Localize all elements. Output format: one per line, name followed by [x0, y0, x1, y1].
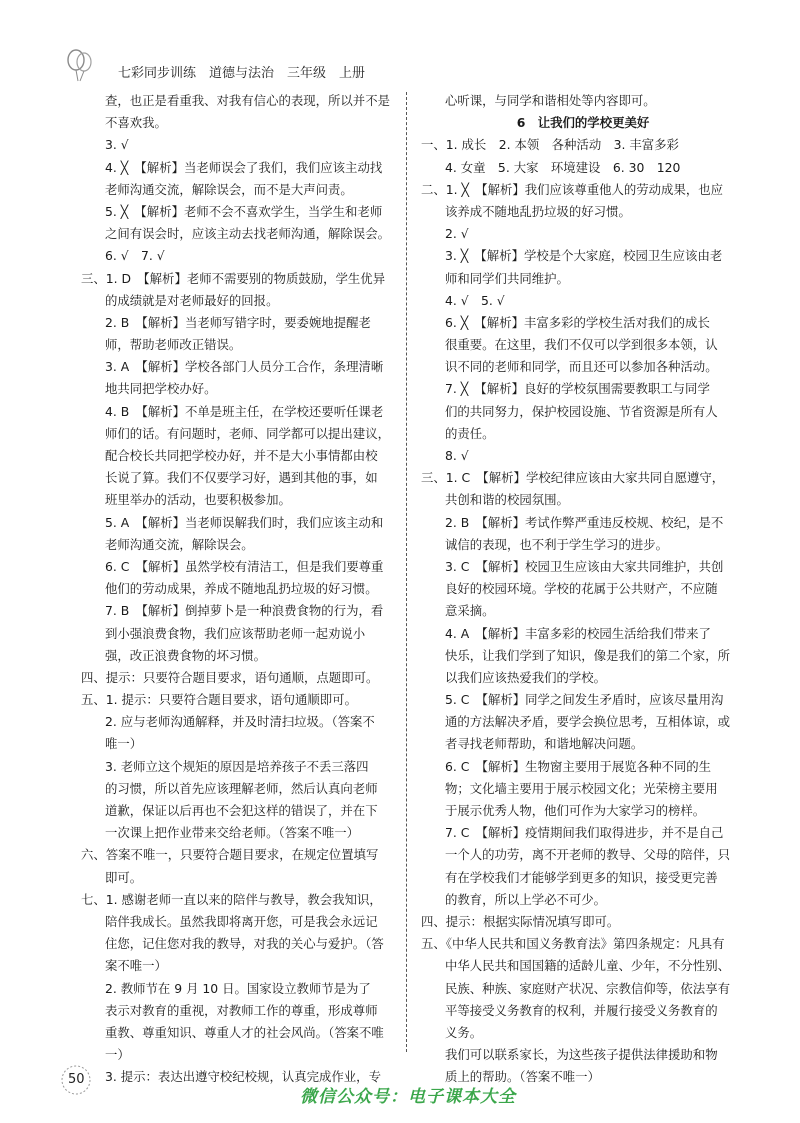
left-line: 地共同把学校办好。: [105, 381, 217, 397]
right-line: 通的方法解决矛盾，要学会换位思考，互相体谅，或: [445, 714, 730, 730]
left-line: 住您，记住您对我的教导，对我的关心与爱护。（答: [105, 936, 384, 952]
right-line: 7. C 【解析】疫情期间我们取得进步，并不是自己: [445, 825, 724, 841]
left-line: 7. B 【解析】倒掉萝卜是一种浪费食物的行为，看: [105, 603, 384, 619]
right-line: 3. C 【解析】校园卫生应该由大家共同维护，共创: [445, 558, 724, 574]
left-line: 四、提示：只要符合题目要求，语句通顺，点题即可。: [81, 669, 379, 685]
right-line: 师和同学们共同维护。: [445, 270, 569, 286]
right-line: 质上的帮助。（答案不唯一）: [445, 1069, 600, 1085]
left-line: 三、1. D 【解析】老师不需要别的物质鼓励，学生优异: [81, 270, 386, 286]
left-line: 不喜欢我。: [105, 115, 167, 131]
left-line: 的成绩就是对老师最好的回报。: [105, 292, 279, 308]
right-line: 3. ╳ 【解析】学校是个大家庭，校园卫生应该由老: [445, 248, 723, 264]
right-line: 5. C 【解析】同学之间发生矛盾时，应该尽量用沟: [445, 692, 724, 708]
left-line: 6. C 【解析】虽然学校有清洁工，但是我们要尊重: [105, 558, 384, 574]
right-line: 良好的校园环境。学校的花属于公共财产，不应随: [445, 581, 718, 597]
right-line: 6 让我们的学校更美好: [516, 115, 650, 131]
left-line: 陪伴我成长。虽然我即将离开您，可是我会永远记: [105, 913, 378, 929]
left-line: 配合校长共同把学校办好，并不是大小事情都由校: [105, 448, 378, 463]
right-line: 三、1. C 【解析】学校纪律应该由大家共同自愿遵守，: [421, 470, 725, 486]
left-line: 到小强浪费食物，我们应该帮助老师一起劝说小: [105, 625, 366, 641]
right-line: 以我们应该热爱我们的学校。: [445, 669, 607, 685]
left-line: 师，帮助老师改正错误。: [105, 337, 242, 353]
page-number: 50: [68, 1072, 85, 1087]
right-line: 7. ╳ 【解析】良好的学校氛围需要教职工与同学: [445, 381, 710, 397]
right-line: 6. C 【解析】生物窗主要用于展览各种不同的生: [445, 758, 712, 774]
right-line: 意采摘。: [445, 603, 495, 619]
left-line: 5. A 【解析】当老师误解我们时，我们应该主动和: [105, 514, 384, 530]
right-column: [421, 90, 735, 1088]
right-line: 6. ╳ 【解析】丰富多彩的学校生活对我们的成长: [445, 314, 710, 330]
right-line: 中华人民共和国国籍的适龄儿童、少年，不分性别、: [445, 958, 730, 974]
left-line: 3. 提示：表达出遵守校纪校规，认真完成作业，专: [105, 1069, 381, 1085]
right-line: 一、1. 成长 2. 本领 各种活动 3. 丰富多彩: [421, 137, 679, 153]
left-line: 表示对教育的重视，对教师工作的尊重，形成尊师: [105, 1002, 378, 1018]
left-line: 一次课上把作业带来交给老师。（答案不唯一）: [105, 825, 360, 841]
right-line: 2. √: [445, 226, 469, 242]
right-line: 共创和谐的校园氛围。: [445, 492, 569, 508]
left-line: 强，改正浪费食物的坏习惯。: [105, 647, 267, 663]
left-line: 师们的话。有问题时，老师、同学都可以提出建议，: [105, 425, 390, 441]
left-line: 一）: [105, 1047, 130, 1063]
left-line: 老师沟通交流，解除误会，而不是大声问责。: [105, 181, 353, 197]
left-line: 长说了算。我们不仅要学习好，遇到其他的事，如: [105, 470, 378, 486]
right-line: 的教育，所以上学必不可少。: [445, 891, 607, 907]
left-line: 他们的劳动成果，养成不随地乱扔垃圾的好习惯。: [105, 581, 378, 597]
left-line: 2. 应与老师沟通解释，并及时清扫垃圾。（答案不: [105, 714, 375, 730]
right-line: 4. 女童 5. 大家 环境建设 6. 30 120: [445, 159, 681, 175]
right-line: 民族、种族、家庭财产状况、宗教信仰等，依法享有: [445, 980, 730, 996]
left-column: [81, 90, 395, 1088]
left-line: 班里举办的活动，也要积极参加。: [105, 492, 291, 508]
left-line: 3. 老师立这个规矩的原因是培养孩子不丢三落四: [105, 758, 369, 774]
left-line: 4. B 【解析】不单是班主任，在学校还要听任课老: [105, 403, 384, 419]
right-line: 4. A 【解析】丰富多彩的校园生活给我们带来了: [445, 625, 711, 641]
left-line: 唯一）: [105, 736, 143, 752]
left-line: 查，也正是看重我、对我有信心的表现，所以并不是: [105, 93, 390, 108]
right-line: 很重要。在这里，我们不仅可以学到很多本领，认: [445, 337, 718, 353]
left-line: 2. 教师节在 9 月 10 日。国家设立教师节是为了: [105, 980, 371, 996]
right-line: 8. √: [445, 448, 469, 463]
right-line: 义务。: [445, 1024, 483, 1040]
left-line: 道歉，保证以后再也不会犯这样的错误了，并在下: [105, 803, 378, 818]
right-line: 有在学校我们才能够学到更多的知识，接受更完善: [445, 869, 718, 885]
left-line: 3. A 【解析】学校各部门人员分工合作，条理清晰: [105, 359, 384, 375]
left-line: 之间有误会时，应该主动去找老师沟通，解除误会。: [105, 226, 390, 242]
right-line: 们的共同努力，保护校园设施、节省资源是所有人: [445, 403, 718, 419]
right-line: 诚信的表现，也不利于学生学习的进步。: [445, 536, 669, 552]
right-line: 2. B 【解析】考试作弊严重违反校规、校纪，是不: [445, 514, 724, 530]
right-line: 一个人的功劳，离不开老师的教导、父母的陪伴，只: [445, 847, 730, 863]
left-line: 七、1. 感谢老师一直以来的陪伴与教导，教会我知识，: [81, 891, 382, 907]
right-line: 该养成不随地乱扔垃圾的好习惯。: [445, 203, 631, 219]
left-line: 的习惯，所以首先应该理解老师，然后认真向老师: [105, 780, 378, 796]
watermark-text: 微信公众号：电子课本大全: [300, 1087, 516, 1107]
left-line: 2. B 【解析】当老师写错字时，要委婉地提醒老: [105, 314, 371, 330]
right-line: 识不同的老师和同学，而且还可以参加各种活动。: [445, 359, 718, 375]
left-line: 即可。: [105, 869, 143, 885]
left-line: 重教、尊重知识、尊重人才的社会风尚。（答案不唯: [105, 1024, 384, 1040]
right-line: 者寻找老师帮助，和谐地解决问题。: [445, 736, 644, 752]
left-line: 5. ╳ 【解析】老师不会不喜欢学生，当学生和老师: [105, 203, 383, 219]
left-line: 4. ╳ 【解析】当老师误会了我们，我们应该主动找: [105, 159, 383, 175]
left-line: 五、1. 提示：只要符合题目要求，语句通顺即可。: [81, 692, 357, 708]
right-line: 四、提示：根据实际情况填写即可。: [421, 913, 620, 929]
right-line: 快乐，让我们学到了知识，像是我们的第二个家，所: [445, 647, 730, 663]
left-line: 六、答案不唯一，只要符合题目要求，在规定位置填写: [81, 847, 379, 863]
right-line: 心听课，与同学和谐相处等内容即可。: [445, 93, 656, 108]
right-line: 我们可以联系家长，为这些孩子提供法律援助和物: [445, 1047, 718, 1063]
page-number-badge: [60, 1064, 92, 1096]
right-line: 于展示优秀人物，他们可作为大家学习的榜样。: [445, 803, 706, 818]
left-line: 3. √: [105, 137, 129, 153]
left-line: 老师沟通交流，解除误会。: [105, 536, 254, 552]
right-line: 4. √ 5. √: [445, 292, 505, 308]
left-line: 案不唯一）: [105, 958, 167, 974]
balloon-logo-icon: [66, 48, 94, 82]
right-line: 的责任。: [445, 425, 495, 441]
header-title: 七彩同步训练 道德与法治 三年级 上册: [118, 66, 366, 81]
right-line: 五、《中华人民共和国义务教育法》第四条规定：凡具有: [421, 936, 725, 952]
right-line: 平等接受义务教育的权利，并履行接受义务教育的: [445, 1002, 718, 1018]
left-line: 6. √ 7. √: [105, 248, 165, 264]
column-divider: [406, 92, 407, 1052]
right-line: 物；文化墙主要用于展示校园文化；光荣榜主要用: [445, 780, 718, 796]
right-line: 二、1. ╳ 【解析】我们应该尊重他人的劳动成果，也应: [421, 181, 724, 197]
